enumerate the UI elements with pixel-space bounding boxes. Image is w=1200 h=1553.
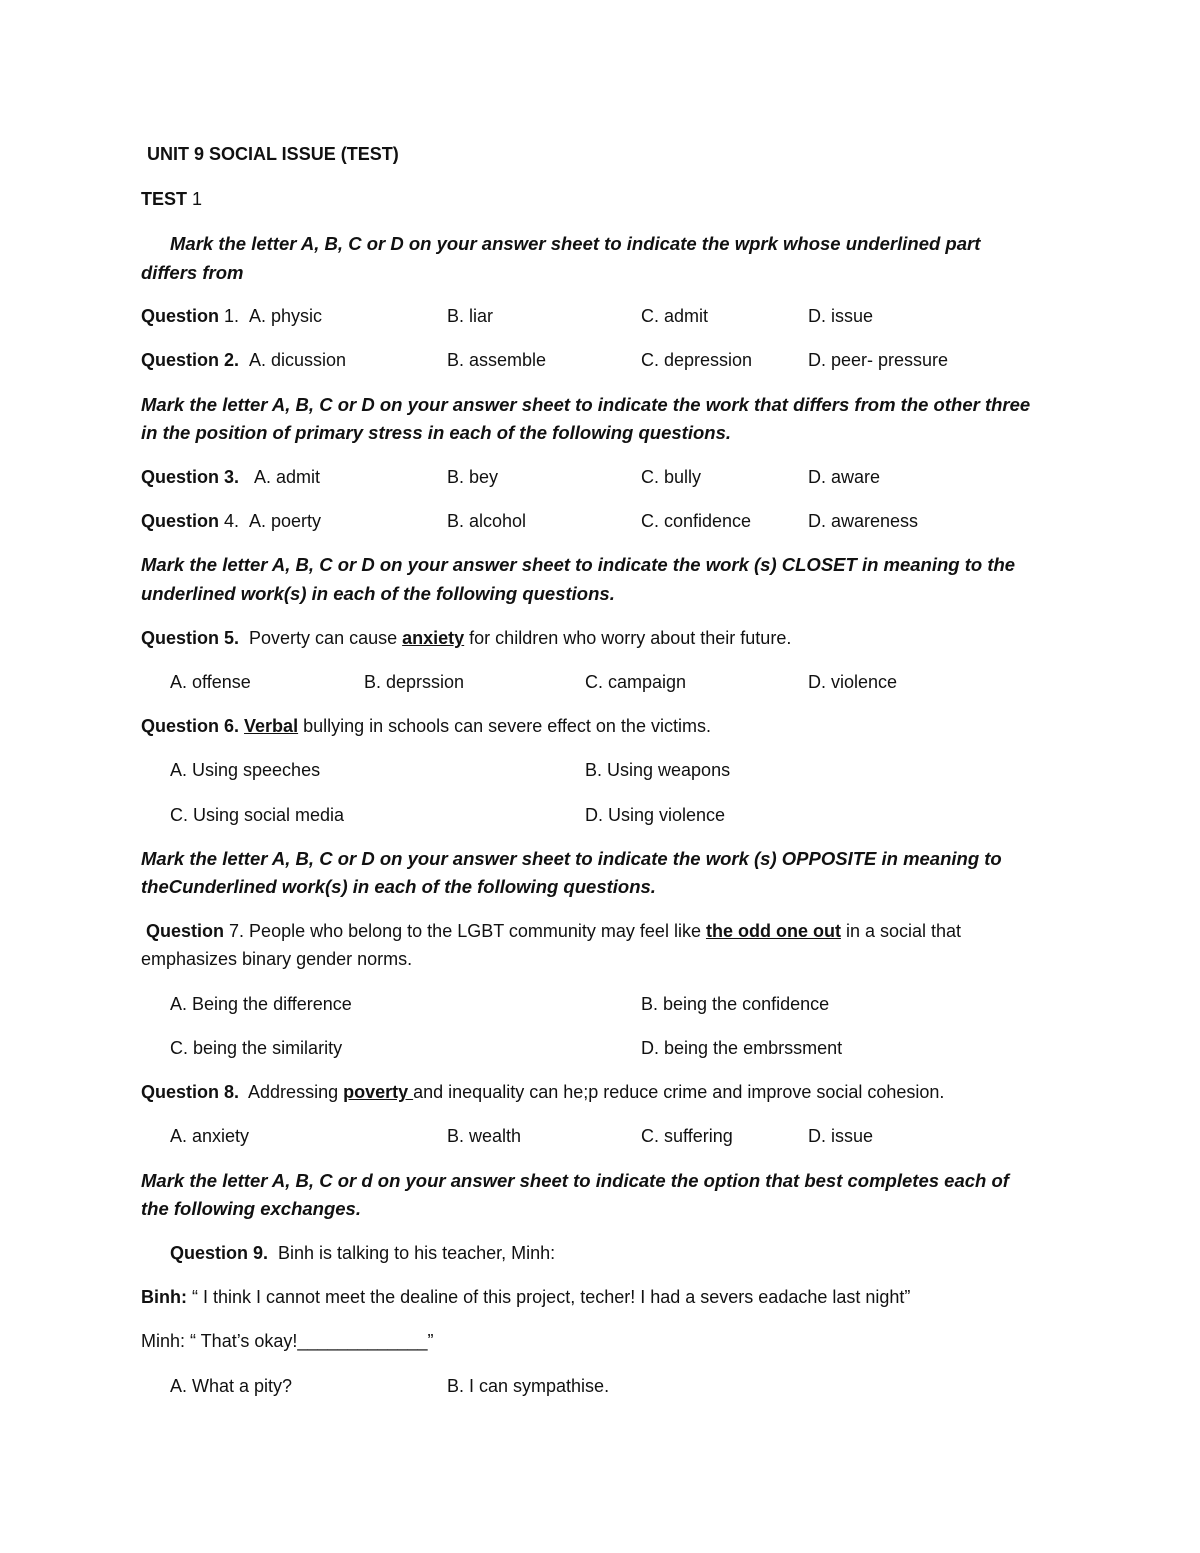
question-7-stem: Question 7. People who belong to the LGBT community may feel like the odd one out in a social that	[146, 921, 962, 941]
question-7-stem-line-2: emphasizes binary gender norms.	[141, 949, 413, 969]
instruction-1-line-2: differs from	[141, 262, 244, 283]
question-5-stem: Question 5. Poverty can cause anxiety for children who worry about their future.	[141, 628, 792, 648]
q1-option-b[interactable]: B. liar	[447, 306, 494, 326]
q4-option-c[interactable]: C. confidence	[641, 511, 752, 531]
q8-option-d[interactable]: D. issue	[808, 1126, 874, 1146]
test-heading: TEST 1	[141, 189, 203, 209]
instruction-4-line-2: theCunderlined work(s) in each of the following questions.	[141, 876, 656, 897]
q4-option-b[interactable]: B. alcohol	[447, 511, 527, 531]
q2-option-b[interactable]: B. assemble	[447, 350, 547, 370]
question-1-label: Question 1.	[141, 306, 240, 326]
q8-option-a[interactable]: A. anxiety	[170, 1126, 250, 1146]
instruction-2-line-2: in the position of primary stress in each of the following questions.	[141, 422, 732, 443]
instruction-5-line-2: the following exchanges.	[141, 1198, 361, 1219]
q3-option-d[interactable]: D. aware	[808, 467, 881, 487]
q6-option-b[interactable]: B. Using weapons	[585, 760, 731, 780]
page-title: UNIT 9 SOCIAL ISSUE (TEST)	[147, 144, 399, 164]
q6-option-a[interactable]: A. Using speeches	[170, 760, 321, 780]
instruction-1-line-1: Mark the letter A, B, C or D on your answer sheet to indicate the wprk whose underlined part	[170, 233, 981, 254]
q9-option-b[interactable]: B. I can sympathise.	[447, 1376, 610, 1396]
question-2-label: Question 2.	[141, 350, 240, 370]
instruction-4-line-1: Mark the letter A, B, C or D on your answer sheet to indicate the work (s) OPPOSITE in meaning to	[141, 848, 1002, 869]
q1-option-c[interactable]: C. admit	[641, 306, 709, 326]
q4-option-d[interactable]: D. awareness	[808, 511, 919, 531]
q7-option-a[interactable]: A. Being the difference	[170, 994, 352, 1014]
instruction-3-line-1: Mark the letter A, B, C or D on your answer sheet to indicate the work (s) CLOSET in meaning to the	[141, 554, 1016, 575]
q3-option-c[interactable]: C. bully	[641, 467, 702, 487]
question-8-stem: Question 8. Addressing poverty and inequality can he;p reduce crime and improve social cohesion.	[141, 1082, 945, 1102]
q2-option-a[interactable]: A. dicussion	[249, 350, 347, 370]
q7-option-c[interactable]: C. being the similarity	[170, 1038, 343, 1058]
q5-option-a[interactable]: A. offense	[170, 672, 251, 692]
q1-option-a[interactable]: A. physic	[249, 306, 323, 326]
q7-option-b[interactable]: B. being the confidence	[641, 994, 830, 1014]
q5-option-b[interactable]: B. deprssion	[364, 672, 465, 692]
q7-underlined-phrase: the odd one out	[705, 921, 841, 941]
q8-underlined-word: poverty	[343, 1082, 414, 1102]
q8-option-b[interactable]: B. wealth	[447, 1126, 522, 1146]
q2-option-d[interactable]: D. peer- pressure	[808, 350, 949, 370]
q5-underlined-word: anxiety	[402, 628, 465, 648]
q1-option-d[interactable]: D. issue	[808, 306, 874, 326]
q6-option-c[interactable]: C. Using social media	[170, 805, 345, 825]
q6-underlined-word: Verbal	[244, 716, 299, 736]
q5-option-c[interactable]: C. campaign	[585, 672, 687, 692]
q6-option-d[interactable]: D. Using violence	[585, 805, 726, 825]
q3-option-a[interactable]: A. admit	[254, 467, 321, 487]
instruction-2-line-1: Mark the letter A, B, C or D on your answer sheet to indicate the work that differs from the other three	[141, 394, 1031, 415]
instruction-5-line-1: Mark the letter A, B, C or d on your answer sheet to indicate the option that best completes each of	[141, 1170, 1009, 1191]
q4-option-a[interactable]: A. poerty	[249, 511, 322, 531]
q9-option-a[interactable]: A. What a pity?	[170, 1376, 293, 1396]
question-6-stem: Question 6. Verbal bullying in schools can severe effect on the victims.	[141, 716, 711, 736]
q7-option-d[interactable]: D. being the embrssment	[641, 1038, 843, 1058]
q2-option-c[interactable]: C. depression	[641, 350, 753, 370]
instruction-3-line-2: underlined work(s) in each of the following questions.	[141, 583, 615, 604]
q5-option-d[interactable]: D. violence	[808, 672, 898, 692]
q9-binh-line: Binh: “ I think I cannot meet the dealine of this project, techer! I had a severs eadache last night”	[141, 1287, 911, 1307]
q8-option-c[interactable]: C. suffering	[641, 1126, 733, 1146]
question-4-label: Question 4.	[141, 511, 240, 531]
q3-option-b[interactable]: B. bey	[447, 467, 499, 487]
question-3-label: Question 3.	[141, 467, 240, 487]
q9-minh-line: Minh: “ That’s okay!_____________”	[141, 1331, 434, 1351]
question-9-stem: Question 9. Binh is talking to his teacher, Minh:	[170, 1243, 556, 1263]
